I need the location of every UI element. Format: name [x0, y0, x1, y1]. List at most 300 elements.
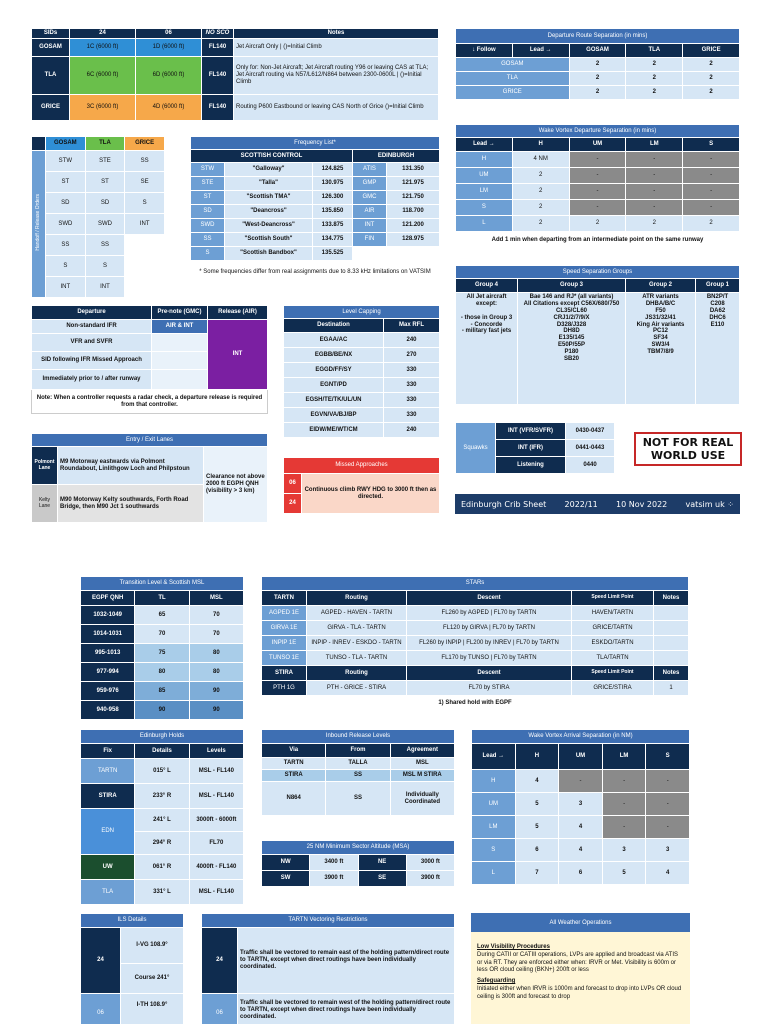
- wva-cell: -: [646, 816, 690, 839]
- drs-header: GRICE: [683, 44, 740, 58]
- handoff-cell: STW: [46, 151, 86, 172]
- transition-level-table: [80, 576, 244, 720]
- wvd-cell: -: [683, 184, 740, 200]
- star-descent: FL260 by INPIP | FL200 by INREV | FL70 by TARTN: [407, 636, 572, 651]
- hold-levels: FL70: [189, 832, 243, 855]
- missed-text: Continuous climb RWY HDG to 3000 ft then as directed.: [302, 474, 440, 514]
- cap-rfl: 330: [384, 363, 440, 378]
- wake-vortex-arrival: [471, 729, 690, 885]
- squawk-code: 0430-0437: [566, 423, 615, 440]
- tl-msl: 90: [189, 701, 243, 720]
- wva-cell: 7: [515, 862, 559, 885]
- drs-header: Lead →: [512, 44, 569, 58]
- irl-agreement: Individually Coordinated: [390, 782, 454, 816]
- wvd-cat: L: [456, 216, 513, 232]
- irl-header: Agreement: [390, 744, 454, 758]
- sid-header: 06: [136, 29, 202, 39]
- irl-agreement: MSL M STIRA: [390, 770, 454, 782]
- star-descent: FL260 by AGPED | FL70 by TARTN: [407, 606, 572, 621]
- missed-approaches: [283, 457, 440, 514]
- sid-notes: Routing P600 Eastbound or leaving CAS North of Grice ()=Initial Climb: [234, 94, 439, 120]
- wva-cat: L: [472, 862, 516, 885]
- tl-value: 90: [135, 701, 189, 720]
- tl-msl: 70: [189, 606, 243, 625]
- freq-value: 134.775: [313, 233, 353, 247]
- stars-header: Descent: [407, 666, 572, 681]
- wva-title: Wake Vortex Arrival Separation (in NM): [472, 730, 690, 744]
- cap-dest: EGVN/VA/BJ/BP: [284, 408, 384, 423]
- wvd-title: Wake Vortex Departure Separation (in mins): [456, 125, 740, 138]
- irl-via: TARTN: [262, 758, 326, 770]
- tl-msl: 90: [189, 682, 243, 701]
- stars-header: Descent: [407, 591, 572, 606]
- handoff-cell: ST: [85, 172, 125, 193]
- sid-24: 1C (6000 ft): [70, 38, 136, 56]
- freq-id: AIR: [353, 205, 387, 219]
- freq-id: GMC: [353, 191, 387, 205]
- sid-notes: Jet Aircraft Only | ()=Initial Climb: [234, 38, 439, 56]
- wvd-cell: 2: [512, 216, 569, 232]
- wva-cell: 4: [559, 816, 603, 839]
- tvr-title: TARTN Vectoring Restrictions: [202, 914, 455, 928]
- handoff-release-orders: [31, 136, 165, 298]
- lane-desc: M90 Motorway Kelty southwards, Forth Road Bridge, then M90 Jct 1 southwards: [58, 485, 204, 523]
- tl-qnh: 1014-1031: [81, 625, 135, 644]
- hold-levels: 4000ft - FL140: [189, 855, 243, 880]
- wva-cell: -: [559, 770, 603, 793]
- wvd-cat: H: [456, 152, 513, 168]
- cap-dest: EGNT/PD: [284, 378, 384, 393]
- star-routing: TUNSO - TLA - TARTN: [307, 651, 407, 666]
- handoff-cell: S: [125, 193, 165, 214]
- cap-header: Max RFL: [384, 319, 440, 333]
- msa-sector: NW: [262, 855, 310, 871]
- tl-msl: 80: [189, 644, 243, 663]
- wva-header: H: [515, 744, 559, 770]
- hold-levels: MSL - FL140: [189, 880, 243, 905]
- hold-fix: UW: [81, 855, 135, 880]
- wvd-cell: 2: [626, 216, 683, 232]
- handoff-cell: INT: [46, 277, 86, 298]
- lane-name: Kelty Lane: [32, 485, 58, 523]
- ssg-group-4: All Jet aircraft except: - those in Group 3 - Concorde - military fast jets: [456, 293, 518, 405]
- wva-cell: -: [646, 793, 690, 816]
- drs-cell: 2: [569, 72, 626, 86]
- tl-header: TL: [135, 591, 189, 606]
- sid-nosco: FL140: [202, 38, 234, 56]
- freq-callsign: "Galloway": [225, 163, 313, 177]
- handoff-cell: S: [85, 256, 125, 277]
- wvd-header: Lead →: [456, 138, 513, 152]
- squawks-label: Squawks: [456, 423, 496, 474]
- freq-sub: SCOTTISH CONTROL: [191, 150, 353, 163]
- wvd-cat: UM: [456, 168, 513, 184]
- wva-cell: 3: [559, 793, 603, 816]
- wva-cell: -: [602, 816, 646, 839]
- cap-dest: EGBB/BE/NX: [284, 348, 384, 363]
- wva-header: LM: [602, 744, 646, 770]
- wva-header: Lead →: [472, 744, 516, 770]
- hold-details: 015° L: [135, 759, 189, 784]
- awo-lvp-text: During CATII or CATIII operations, LVPs are applied and broadcast via ATIS or via RT. They are enforced either when: IRVR or Met. Visibility is 600m or less OR cloud ceiling (BKN+) 200ft or less: [477, 951, 678, 974]
- wvd-cell: -: [569, 184, 626, 200]
- awo-title: All Weather Operations: [471, 913, 690, 932]
- sid-nosco: FL140: [202, 56, 234, 94]
- sid-fix: GOSAM: [32, 38, 70, 56]
- sid-table: [31, 28, 439, 121]
- sid-06: 6D (6000 ft): [136, 56, 202, 94]
- irl-from: SS: [326, 770, 390, 782]
- hold-levels: 3000ft - 6000ft: [189, 809, 243, 832]
- tvr-text: Traffic shall be vectored to remain east of the holding pattern/direct route to TARTN, except when direct routings have been individually coordinated.: [238, 928, 455, 994]
- cap-rfl: 270: [384, 348, 440, 363]
- freq-value: 128.975: [387, 233, 440, 247]
- star-name: TUNSO 1E: [262, 651, 307, 666]
- ils-ident: I-VG 108.9°: [121, 928, 184, 964]
- wva-cat: S: [472, 839, 516, 862]
- sid-06: 1D (6000 ft): [136, 38, 202, 56]
- stars-header: STIRA: [262, 666, 307, 681]
- minimum-sector-altitude: [261, 840, 455, 887]
- msa-sector: SW: [262, 871, 310, 887]
- drs-cell: 2: [569, 58, 626, 72]
- dep-header: Pre-note (GMC): [152, 306, 208, 320]
- freq-callsign: "West-Deancross": [225, 219, 313, 233]
- ssg-header: Group 4: [456, 279, 518, 293]
- irl-header: Via: [262, 744, 326, 758]
- holds-header: Details: [135, 744, 189, 759]
- star-name: PTH 1G: [262, 681, 307, 696]
- freq-value: 135.525: [313, 247, 353, 261]
- tl-header: EGPF QNH: [81, 591, 135, 606]
- freq-id: FIN: [353, 233, 387, 247]
- hold-fix: STIRA: [81, 784, 135, 809]
- wvd-cell: -: [569, 152, 626, 168]
- wva-cell: -: [602, 770, 646, 793]
- wva-cell: 3: [646, 839, 690, 862]
- handoff-cell: SWD: [46, 214, 86, 235]
- wva-cell: 4: [515, 770, 559, 793]
- freq-id: INT: [353, 219, 387, 233]
- ssg-title: Speed Separation Groups: [456, 266, 740, 279]
- frequency-list: [190, 136, 440, 285]
- wvd-note: Add 1 min when departing from an intermediate point on the same runway: [456, 232, 740, 249]
- ils-course: Course 241°: [121, 964, 184, 994]
- freq-id: GMP: [353, 177, 387, 191]
- cap-rfl: 330: [384, 393, 440, 408]
- wva-cell: 5: [515, 793, 559, 816]
- sid-24: 3C (6000 ft): [70, 94, 136, 120]
- freq-id: S: [191, 247, 225, 261]
- freq-id: SWD: [191, 219, 225, 233]
- wvd-cell: 2: [512, 184, 569, 200]
- sid-header: Notes: [234, 29, 439, 39]
- freq-value: 118.700: [387, 205, 440, 219]
- handoff-side-label: Handoff / Release Orders: [32, 151, 46, 298]
- irl-from: SS: [326, 782, 390, 816]
- handoff-header: GOSAM: [46, 137, 86, 151]
- freq-value: 133.875: [313, 219, 353, 233]
- stars-header: Routing: [307, 666, 407, 681]
- drs-fix: TLA: [456, 72, 570, 86]
- freq-id: STW: [191, 163, 225, 177]
- msa-sector: SE: [358, 871, 406, 887]
- drs-cell: 2: [569, 86, 626, 100]
- wvd-header: UM: [569, 138, 626, 152]
- star-speed-point: ESKDO/TARTN: [572, 636, 654, 651]
- lanes-title: Entry / Exit Lanes: [32, 434, 268, 447]
- ssg-group-1: BN2P/T C208 DA62 DHC6 E110: [696, 293, 740, 405]
- wvd-cell: -: [683, 168, 740, 184]
- handoff-cell: SS: [85, 235, 125, 256]
- star-routing: GIRVA - TLA - TARTN: [307, 621, 407, 636]
- sid-header: NO SCO: [202, 29, 234, 39]
- freq-callsign: "Scottish South": [225, 233, 313, 247]
- msa-sector: NE: [358, 855, 406, 871]
- wvd-cell: -: [626, 152, 683, 168]
- irl-agreement: MSL: [390, 758, 454, 770]
- tl-msl: 70: [189, 625, 243, 644]
- hold-details: 233° R: [135, 784, 189, 809]
- drs-fix: GRICE: [456, 86, 570, 100]
- drs-header: GOSAM: [569, 44, 626, 58]
- sid-notes: Only for: Non-Jet Aircraft; Jet Aircraft routing Y96 or leaving CAS at TLA; Jet Aircraft routing via N57/L612/N864 between 2300-0600L | ()=Initial Climb: [234, 56, 439, 94]
- star-speed-point: HAVEN/TARTN: [572, 606, 654, 621]
- hold-details: 061° R: [135, 855, 189, 880]
- dep-row: Immediately prior to / after runway: [32, 370, 152, 390]
- star-notes: [654, 621, 689, 636]
- wvd-cell: 4 NM: [512, 152, 569, 168]
- stars-header: Speed Limit Point: [572, 591, 654, 606]
- vatsim-uk-logo: vatsim uk ⁘: [685, 499, 734, 509]
- handoff-header: TLA: [85, 137, 125, 151]
- handoff-cell: STE: [85, 151, 125, 172]
- wva-cell: 4: [559, 839, 603, 862]
- stars-header: Speed Limit Point: [572, 666, 654, 681]
- holds-title: Edinburgh Holds: [81, 730, 244, 744]
- hold-fix: EDN: [81, 809, 135, 855]
- stars-title: STARs: [262, 577, 689, 591]
- wvd-header: S: [683, 138, 740, 152]
- level-capping: [283, 305, 440, 438]
- drs-cell: 2: [626, 58, 683, 72]
- tl-qnh: 959-976: [81, 682, 135, 701]
- msa-alt: 3900 ft: [310, 871, 358, 887]
- wva-cell: 6: [559, 862, 603, 885]
- ils-rwy: 06: [81, 994, 121, 1024]
- sid-fix: TLA: [32, 56, 70, 94]
- wva-cell: 5: [515, 816, 559, 839]
- handoff-cell: SE: [125, 172, 165, 193]
- cap-dest: EGGD/FF/SY: [284, 363, 384, 378]
- stars-header: Notes: [654, 591, 689, 606]
- footer-date: 10 Nov 2022: [616, 499, 668, 509]
- awo-safeguarding-text: Initiated either when IRVR is 1000m and forecast to drop into LVPs OR cloud ceiling is 300ft and forecast to drop: [477, 985, 682, 1000]
- handoff-cell: INT: [85, 277, 125, 298]
- msa-alt: 3000 ft: [406, 855, 454, 871]
- wva-cell: 6: [515, 839, 559, 862]
- ssg-header: Group 1: [696, 279, 740, 293]
- freq-note: * Some frequencies differ from real assignments due to 8.33 kHz limitations on VATSIM: [191, 261, 440, 285]
- wva-cell: 3: [602, 839, 646, 862]
- dep-note: Note: When a controller requests a radar check, a departure release is required from that controller.: [32, 390, 268, 414]
- star-descent: FL170 by TUNSO | FL70 by TARTN: [407, 651, 572, 666]
- freq-callsign: "Deancross": [225, 205, 313, 219]
- dep-row: SID following IFR Missed Approach: [32, 352, 152, 370]
- handoff-header: GRICE: [125, 137, 165, 151]
- wake-vortex-departure: [455, 124, 740, 249]
- freq-id: ST: [191, 191, 225, 205]
- awo-lvp-heading: Low Visibility Procedures: [477, 944, 550, 950]
- msa-title: 25 NM Minimum Sector Altitude (MSA): [262, 841, 455, 855]
- star-descent: FL120 by GIRVA | FL70 by TARTN: [407, 621, 572, 636]
- freq-value: 121.750: [387, 191, 440, 205]
- freq-value: 121.975: [387, 177, 440, 191]
- wvd-cat: S: [456, 200, 513, 216]
- wvd-cell: 2: [683, 216, 740, 232]
- tl-value: 70: [135, 625, 189, 644]
- squawk-name: Listening: [496, 457, 566, 474]
- ssg-group-2: ATR variants DHBA/B/C F50 JS31/32/41 King Air variants PC12 SF34 SW3/4 TBM7/8/9: [626, 293, 696, 405]
- departure-route-separation: [455, 28, 740, 100]
- wvd-cell: -: [626, 168, 683, 184]
- ssg-group-3: Bae 146 and RJ* (all variants) All Citations except C56X/680/750 CL35/CL60 CRJ1/2/7/9/X D328/J328 DH8D E135/145 E50P/55P P180 SB20: [518, 293, 626, 405]
- wvd-cell: -: [683, 152, 740, 168]
- drs-title: Departure Route Separation (in mins): [456, 29, 740, 44]
- star-speed-point: TLA/TARTN: [572, 651, 654, 666]
- awo-safeguarding-heading: Safeguarding: [477, 978, 516, 985]
- missed-rwy: 24: [284, 494, 302, 514]
- hold-fix: TLA: [81, 880, 135, 905]
- tl-title: Transition Level & Scottish MSL: [81, 577, 244, 591]
- star-routing: INPIP - INREV - ESKDO - TARTN: [307, 636, 407, 651]
- star-speed-point: GRICE/STIRA: [572, 681, 654, 696]
- wvd-cat: LM: [456, 184, 513, 200]
- ssg-header: Group 2: [626, 279, 696, 293]
- freq-id: SD: [191, 205, 225, 219]
- star-descent: FL70 by STIRA: [407, 681, 572, 696]
- star-notes: 1: [654, 681, 689, 696]
- all-weather-operations: [471, 913, 690, 1024]
- tl-value: 85: [135, 682, 189, 701]
- wva-cell: 4: [646, 862, 690, 885]
- entry-exit-lanes: [31, 433, 268, 523]
- wvd-cell: -: [626, 184, 683, 200]
- sid-fix: GRICE: [32, 94, 70, 120]
- handoff-cell: S: [46, 256, 86, 277]
- handoff-cell: SD: [85, 193, 125, 214]
- tartn-vectoring-restrictions: [201, 913, 455, 1024]
- squawk-code: 0441-0443: [566, 440, 615, 457]
- cap-rfl: 330: [384, 378, 440, 393]
- freq-value: 126.300: [313, 191, 353, 205]
- missed-rwy: 06: [284, 474, 302, 494]
- star-notes: [654, 636, 689, 651]
- cap-title: Level Capping: [284, 306, 440, 319]
- drs-cell: 2: [683, 72, 740, 86]
- msa-alt: 3900 ft: [406, 871, 454, 887]
- tvr-rwy: 06: [202, 994, 238, 1024]
- cap-dest: EIDW/ME/WT/CM: [284, 423, 384, 438]
- cap-dest: EGAA/AC: [284, 333, 384, 348]
- tl-qnh: 940-958: [81, 701, 135, 720]
- drs-header: ↓ Follow: [456, 44, 513, 58]
- star-name: AGPED 1E: [262, 606, 307, 621]
- footer-version: 2022/11: [564, 499, 598, 509]
- lane-desc: M9 Motorway eastwards via Polmont Roundabout, Linlithgow Loch and Philpstoun: [58, 447, 204, 485]
- drs-cell: 2: [626, 72, 683, 86]
- footer-title: Edinburgh Crib Sheet: [461, 499, 547, 509]
- handoff-cell: SS: [46, 235, 86, 256]
- dep-prenote: AIR & INT: [152, 320, 208, 334]
- dep-header: Release (AIR): [208, 306, 268, 320]
- inbound-release-levels: [261, 729, 455, 816]
- not-for-real-world-use-stamp: NOT FOR REAL WORLD USE: [634, 432, 742, 466]
- dep-row: Non-standard IFR: [32, 320, 152, 334]
- squawk-name: INT (VFR/SVFR): [496, 423, 566, 440]
- ils-title: ILS Details: [81, 914, 184, 928]
- wva-cat: UM: [472, 793, 516, 816]
- tvr-text: Traffic shall be vectored to remain west of the holding pattern/direct route to TARTN, except when direct routings have been individually coordinated.: [238, 994, 455, 1024]
- wvd-header: H: [512, 138, 569, 152]
- wva-cell: 5: [602, 862, 646, 885]
- msa-alt: 3400 ft: [310, 855, 358, 871]
- squawks: [455, 422, 615, 474]
- sid-header: SIDs: [32, 29, 70, 39]
- irl-header: From: [326, 744, 390, 758]
- sid-24: 6C (6000 ft): [70, 56, 136, 94]
- handoff-cell: SS: [125, 151, 165, 172]
- tl-value: 80: [135, 663, 189, 682]
- squawk-name: INT (IFR): [496, 440, 566, 457]
- hold-details: 331° L: [135, 880, 189, 905]
- wvd-cell: 2: [569, 216, 626, 232]
- star-name: INPIP 1E: [262, 636, 307, 651]
- stars-header: Notes: [654, 666, 689, 681]
- tl-header: MSL: [189, 591, 243, 606]
- tl-msl: 80: [189, 663, 243, 682]
- edinburgh-holds: [80, 729, 244, 905]
- irl-via: STIRA: [262, 770, 326, 782]
- drs-cell: 2: [626, 86, 683, 100]
- wva-cell: -: [602, 793, 646, 816]
- tl-qnh: 977-994: [81, 663, 135, 682]
- handoff-cell: SWD: [85, 214, 125, 235]
- wvd-cell: 2: [512, 168, 569, 184]
- holds-header: Levels: [189, 744, 243, 759]
- stars-table: [261, 576, 689, 712]
- sid-header: 24: [70, 29, 136, 39]
- lane-clearance: Clearance not above 2000 ft EGPH QNH (visibility > 3 km): [204, 447, 268, 523]
- wva-header: UM: [559, 744, 603, 770]
- freq-id: ATIS: [353, 163, 387, 177]
- star-icon: ⁘: [727, 499, 734, 509]
- hold-levels: MSL - FL140: [189, 759, 243, 784]
- tvr-rwy: 24: [202, 928, 238, 994]
- tl-qnh: 1032-1049: [81, 606, 135, 625]
- star-speed-point: GRICE/TARTN: [572, 621, 654, 636]
- hold-details: 241° L: [135, 809, 189, 832]
- star-routing: AGPED - HAVEN - TARTN: [307, 606, 407, 621]
- missed-title: Missed Approaches: [284, 458, 440, 474]
- drs-cell: 2: [683, 86, 740, 100]
- ils-details: [80, 913, 184, 1024]
- irl-from: TALLA: [326, 758, 390, 770]
- freq-value: 131.350: [387, 163, 440, 177]
- cap-dest: EGSH/TE/TK/UL/UN: [284, 393, 384, 408]
- stars-note: 1) Shared hold with EGPF: [262, 696, 689, 712]
- star-name: GIRVA 1E: [262, 621, 307, 636]
